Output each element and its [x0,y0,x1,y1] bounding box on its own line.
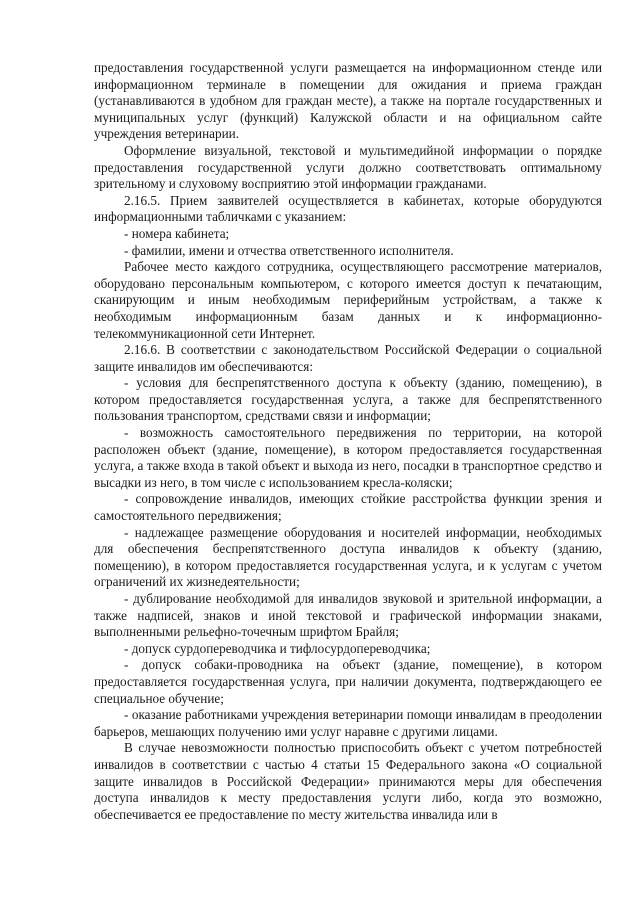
list-item-equipment: - надлежащее размещение оборудования и носителей информации, необходимых для обеспечения беспрепятственного доступа инвалидов к объекту (зданию, помещению), в котором предоставляется государственная услуга, и к услугам с учетом ограничений их жизнедеятельности; [94,524,602,590]
list-item-access-conditions: - условия для беспрепятственного доступа к объекту (зданию, помещению), в котором предоставляется государственная услуга, а также для беспрепятственного пользования транспортом, средствами связи и информации; [94,375,602,424]
list-item-braille: - дублирование необходимой для инвалидов звуковой и зрительной информации, а также надписей, знаков и иной текстовой и графической информации знаками, выполненными рельефно-точечным шрифтом Брайля; [94,591,602,640]
list-item-guide-dog: - допуск собаки-проводника на объект (здание, помещение), в котором предоставляется государственная услуга, при наличии документа, подтверждающего ее специальное обучение; [94,657,602,706]
paragraph-info-placement: предоставления государственной услуги размещается на информационном стенде или информационном терминале в помещении для ожидания и приема граждан (устанавливаются в удобном для граждан месте), а также на портале государственных и муниципальных услуг (функций) Калужской области и на официальном сайте учреждения ветеринарии. [94,60,602,142]
list-item-movement: - возможность самостоятельного передвижения по территории, на которой расположен объект (здание, помещение), в котором предоставляется государственная услуга, а также входа в такой объект и выхода из него, посадки в транспортное средство и высадки из него, в том числе с использованием кресла-коляски; [94,425,602,490]
list-item-escort: - сопровождение инвалидов, имеющих стойкие расстройства функции зрения и самостоятельного передвижения; [94,491,602,524]
document-page [94,60,602,823]
list-item-assistance: - оказание работниками учреждения ветеринарии помощи инвалидам в преодолении барьеров, мешающих получению ими услуг наравне с другими лицами. [94,707,602,739]
paragraph-impossibility: В случае невозможности полностью приспособить объект с учетом потребностей инвалидов в соответствии с частью 4 статьи 15 Федерального закона «О социальной защите инвалидов в Российской Федерации» принимаются меры для обеспечения доступа инвалидов к месту предоставления услуги либо, когда это возможно, обеспечивается ее предоставление по месту жительства инвалида или в [94,740,602,822]
list-item-cabinet-number: - номера кабинета; [124,225,230,241]
paragraph-workplace: Рабочее место каждого сотрудника, осуществляющего рассмотрение материалов, оборудовано персональным компьютером, с которого имеется доступ к печатающим, сканирующим и иным необходимым периферийным устройствам, а также к необходимым информационным базам данных и к информационно-телекоммуникационной сети Интернет. [94,259,602,341]
list-item-interpreter: - допуск сурдопереводчика и тифлосурдопереводчика; [124,640,431,656]
paragraph-visual-design: Оформление визуальной, текстовой и мультимедийной информации о порядке предоставления государственной услуги должно соответствовать оптимальному зрительному и слуховому восприятию этой информации гражданами. [94,142,602,192]
paragraph-2-16-5: 2.16.5. Прием заявителей осуществляется в кабинетах, которые оборудуются информационными табличками с указанием: [94,192,602,225]
paragraph-2-16-6: 2.16.6. В соответствии с законодательством Российской Федерации о социальной защите инвалидов им обеспечиваются: [94,342,602,374]
list-item-executor-name: - фамилии, имени и отчества ответственного исполнителя. [124,242,454,258]
